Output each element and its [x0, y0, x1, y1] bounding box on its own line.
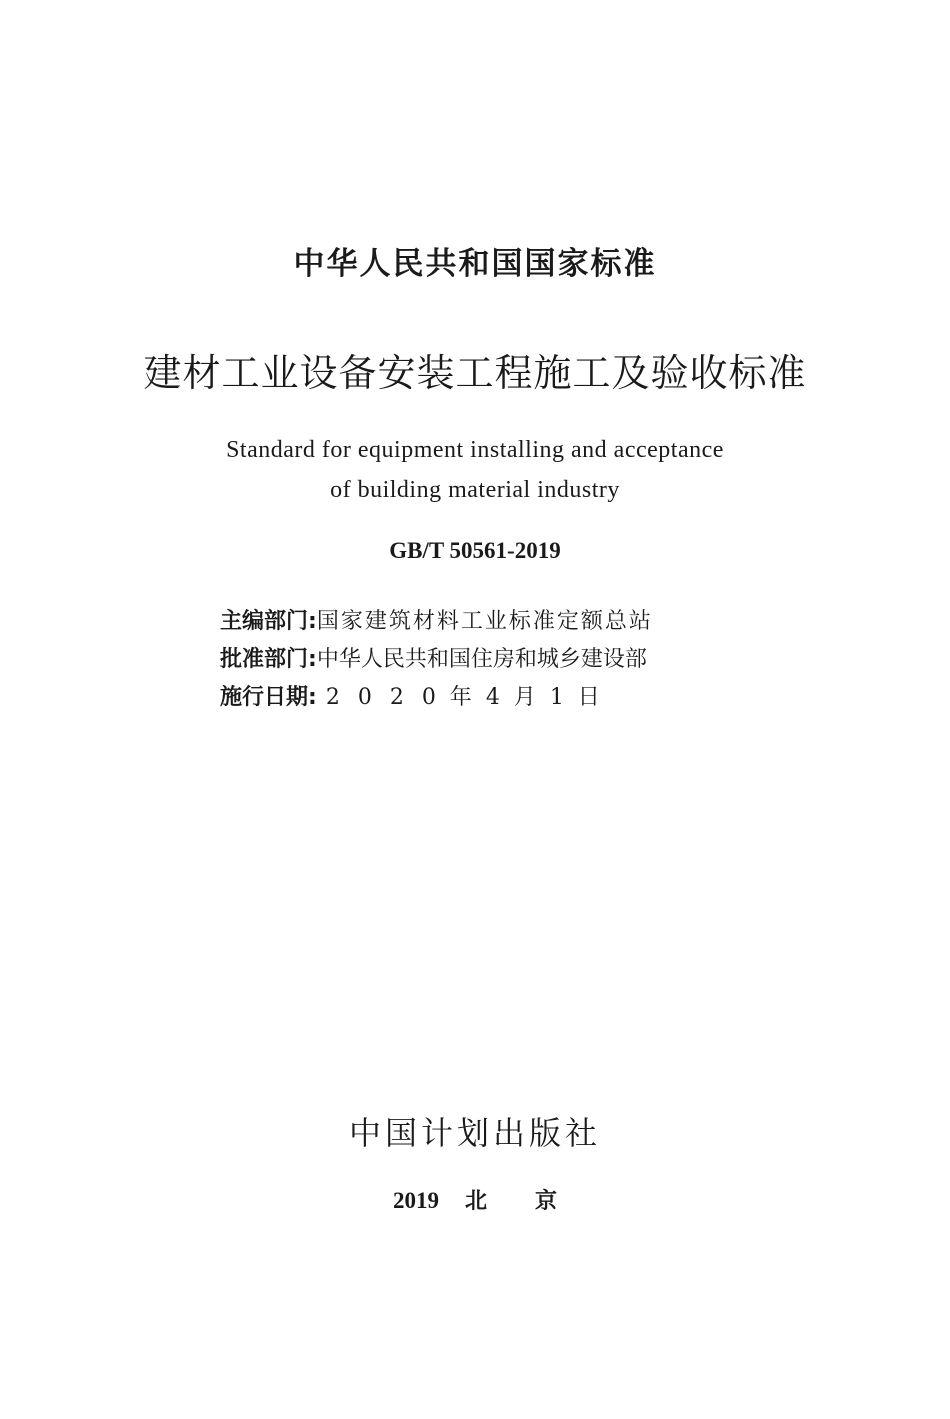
title-english-line-1: Standard for equipment installing and acceptance	[226, 437, 724, 463]
effective-date-char: 年	[449, 685, 472, 710]
imprint-city-char-2: 京	[535, 1189, 558, 1214]
approver-row	[220, 641, 653, 679]
effective-date-char: 0	[421, 685, 436, 710]
effective-date-char: 日	[577, 685, 600, 710]
effective-date-char: 2	[389, 685, 404, 710]
approver-label: 批准部门:	[220, 647, 317, 672]
imprint-line	[0, 1184, 950, 1215]
approver-value: 中华人民共和国住房和城乡建设部	[316, 647, 647, 672]
editor-row	[220, 603, 653, 641]
title-english	[0, 430, 950, 510]
title-english-line-2: of building material industry	[330, 477, 620, 503]
standard-series: 中华人民共和国国家标准	[293, 246, 657, 282]
effective-date-char: 4	[485, 685, 500, 710]
standard-code: GB/T 50561-2019	[389, 538, 561, 563]
metadata-block	[220, 603, 653, 717]
effective-date-char: 2	[325, 685, 340, 710]
imprint-city-char-1: 北	[464, 1189, 487, 1214]
editor-label: 主编部门:	[220, 609, 317, 634]
effective-date-char: 0	[357, 685, 372, 710]
imprint-year: 2019	[392, 1188, 439, 1213]
effective-date-row	[220, 679, 653, 717]
effective-date-value	[317, 679, 605, 717]
title-chinese: 建材工业设备安装工程施工及验收标准	[143, 351, 807, 395]
editor-value: 国家建筑材料工业标准定额总站	[316, 609, 653, 634]
effective-date-char: 1	[549, 685, 564, 710]
effective-date-label: 施行日期:	[220, 685, 317, 710]
effective-date-char: 月	[513, 685, 536, 710]
publisher-name: 中国计划出版社	[348, 1114, 601, 1152]
